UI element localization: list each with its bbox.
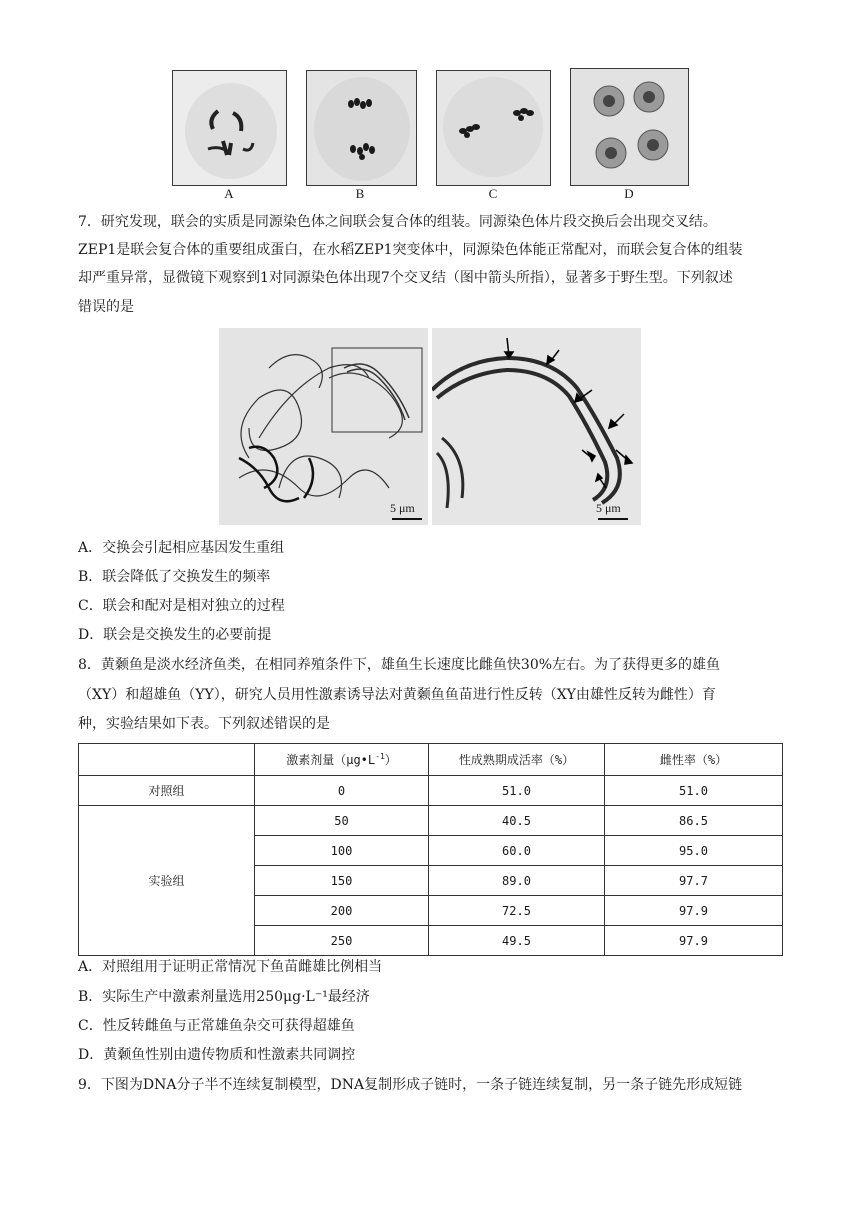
table-header-blank: [79, 744, 255, 776]
q8-line-3: 种，实验结果如下表。下列叙述错误的是: [78, 716, 330, 732]
cell-survival: 40.5: [429, 806, 605, 836]
q7-line-2: ZEP1是联会复合体的重要组成蛋白，在水稻ZEP1突变体中，同源染色体能正常配对，而联会复合体的组装: [78, 242, 743, 258]
cell-dose: 200: [255, 896, 429, 926]
group-label-control: 对照组: [79, 776, 255, 806]
micrograph-b: [306, 70, 417, 186]
table-header-dose: 激素剂量$(\mu g•L^{-1})$: [255, 744, 429, 776]
q7-option-b[interactable]: B．联会降低了交换发生的频率: [78, 569, 271, 585]
caption-b: B: [355, 186, 365, 201]
q8-option-b[interactable]: B．实际生产中激素剂量选用250μg·L⁻¹最经济: [78, 989, 370, 1005]
scale-label-right: 5 μm: [596, 501, 621, 515]
scale-label-left: 5 μm: [390, 501, 415, 515]
q7-option-a[interactable]: A．交换会引起相应基因发生重组: [78, 540, 285, 556]
cell-female-rate: 86.5: [605, 806, 783, 836]
scale-bar-right: [598, 518, 628, 520]
q7-line-1: 7．研究发现，联会的实质是同源染色体之间联会复合体的组装。同源染色体片段交换后会出现交叉结。: [78, 214, 717, 230]
caption-c: C: [488, 186, 498, 201]
cell-female-rate: 97.9: [605, 896, 783, 926]
q9-line-1: 9．下图为DNA分子半不连续复制模型，DNA复制形成子链时，一条子链连续复制，另一条子链先形成短链: [78, 1077, 743, 1093]
table-header-row: [79, 744, 783, 776]
micrograph-c: [436, 70, 551, 186]
table-header-female-rate: 雌性率（%）: [605, 744, 783, 776]
caption-a: A: [224, 186, 234, 201]
q7-line-3: 却严重异常，显微镜下观察到1对同源染色体出现7个交叉结（图中箭头所指），显著多于野生型。下列叙述: [78, 270, 733, 286]
q8-line-2: （XY）和超雄鱼（YY），研究人员用性激素诱导法对黄颡鱼鱼苗进行性反转（XY由雄性反转为雌性）育: [78, 687, 716, 703]
q7-option-d[interactable]: D．联会是交换发生的必要前提: [78, 627, 272, 643]
micrograph-a: [172, 70, 287, 186]
hormone-results-table: [78, 743, 783, 956]
cell-dose: 0: [255, 776, 429, 806]
cell-survival: 89.0: [429, 866, 605, 896]
table-row: [79, 806, 783, 836]
q8-option-c[interactable]: C．性反转雌鱼与正常雄鱼杂交可获得超雄鱼: [78, 1018, 355, 1034]
cell-survival: 51.0: [429, 776, 605, 806]
cell-female-rate: 95.0: [605, 836, 783, 866]
scale-bar-left: [392, 518, 422, 520]
synapsis-micrograph-overview: [219, 328, 428, 525]
cell-dose: 100: [255, 836, 429, 866]
cell-survival: 72.5: [429, 896, 605, 926]
q8-line-1: 8．黄颡鱼是淡水经济鱼类，在相同养殖条件下，雄鱼生长速度比雌鱼快30%左右。为了获得更多的雄鱼: [78, 657, 721, 673]
cell-female-rate: 97.7: [605, 866, 783, 896]
table-header-survival: 性成熟期成活率（%）: [429, 744, 605, 776]
synapsis-micrograph-zoom: [432, 328, 641, 525]
cell-female-rate: 51.0: [605, 776, 783, 806]
cell-dose: 50: [255, 806, 429, 836]
cell-survival: 49.5: [429, 926, 605, 956]
cell-survival: 60.0: [429, 836, 605, 866]
cell-dose: 150: [255, 866, 429, 896]
q8-option-d[interactable]: D．黄颡鱼性别由遗传物质和性激素共同调控: [78, 1047, 356, 1063]
table-row: [79, 776, 783, 806]
q8-option-a[interactable]: A．对照组用于证明正常情况下鱼苗雌雄比例相当: [78, 959, 383, 975]
cell-dose: 250: [255, 926, 429, 956]
q7-option-c[interactable]: C．联会和配对是相对独立的过程: [78, 598, 285, 614]
micrograph-d: [570, 68, 689, 186]
caption-d: D: [624, 186, 634, 201]
q7-line-4: 错误的是: [78, 299, 134, 315]
group-label-experiment: 实验组: [79, 806, 255, 956]
cell-female-rate: 97.9: [605, 926, 783, 956]
